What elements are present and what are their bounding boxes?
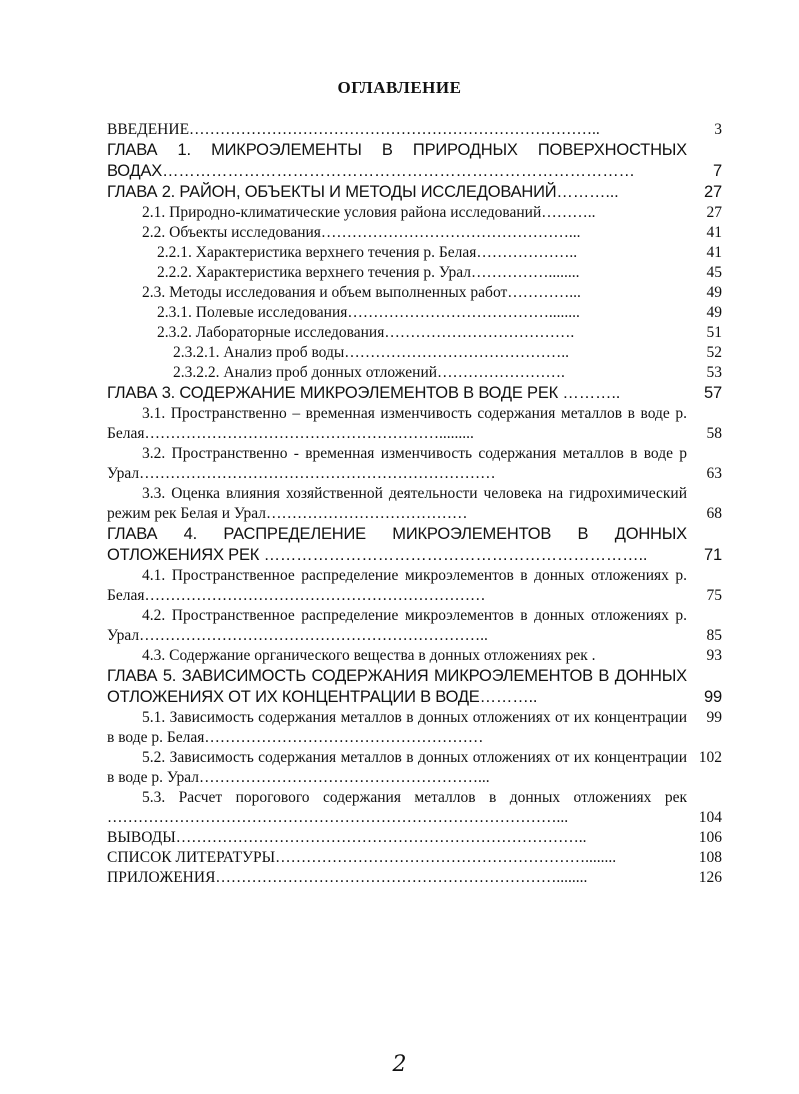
- toc-entry-2-2[interactable]: [107, 223, 722, 243]
- toc-entry-text: ГЛАВА 3. СОДЕРЖАНИЕ МИКРОЭЛЕМЕНТОВ В ВОДЕ РЕК ………..: [107, 384, 621, 402]
- toc-entry-text: 5.3. Расчет порогового содержания металлов в донных отложениях рек ……………………………………………………………………………...: [107, 789, 687, 826]
- toc-entry-text: 4.2. Пространственное распределение микроэлементов в донных отложениях р. Урал…………………………………………………………..: [107, 607, 687, 644]
- toc-entry-text: 4.1. Пространственное распределение микроэлементов в донных отложениях р. Белая…………………………………………………………: [107, 567, 687, 604]
- page-number: 2: [392, 1052, 407, 1077]
- toc-page-number: 99: [704, 688, 722, 706]
- toc-entry-chapter-2[interactable]: [107, 182, 722, 203]
- toc-entry-text: ГЛАВА 4. РАСПРЕДЕЛЕНИЕ МИКРОЭЛЕМЕНТОВ В ДОННЫХ ОТЛОЖЕНИЯХ РЕК ……………………………………………………………..: [107, 525, 687, 564]
- toc-entry-text: 2.2.1. Характеристика верхнего течения р. Белая………………..: [157, 244, 578, 261]
- toc-entry-3-3[interactable]: [107, 484, 722, 524]
- toc-entry-text: СПИСОК ЛИТЕРАТУРЫ……………………………………………………........: [107, 849, 617, 866]
- toc-entry-text: 3.2. Пространственно - временная изменчивость содержания металлов в воде р Урал……………………………………………………………: [107, 445, 687, 482]
- toc-page-number: 102: [698, 749, 722, 766]
- toc-entry-5-3[interactable]: [107, 788, 722, 828]
- toc-page-number: 45: [706, 264, 722, 281]
- toc-entry-5-1[interactable]: [107, 708, 722, 748]
- toc-entry-4-3[interactable]: [107, 646, 722, 666]
- toc-page-number: 41: [706, 224, 722, 241]
- table-of-contents: [107, 120, 722, 888]
- toc-entry-text: ВЫВОДЫ……………………………………………………………………..: [107, 829, 587, 846]
- toc-entry-text: 2.3.2.2. Анализ проб донных отложений…………………….: [173, 364, 565, 381]
- toc-page-number: 108: [698, 849, 722, 866]
- toc-entry-text: 2.3.2.1. Анализ проб воды……………………………………..: [173, 344, 570, 361]
- toc-page-number: 63: [706, 465, 722, 482]
- toc-entry-text: 3.3. Оценка влияния хозяйственной деятельности человека на гидрохимический режим рек Белая и Урал…………………………………: [107, 485, 687, 522]
- toc-entry-conclusions[interactable]: [107, 828, 722, 848]
- toc-entry-text: 2.2.2. Характеристика верхнего течения р. Урал……………........: [157, 264, 580, 281]
- toc-page-number: 71: [704, 546, 722, 564]
- toc-page-number: 49: [706, 284, 722, 301]
- toc-entry-text: 3.1. Пространственно – временная изменчивость содержания металлов в воде р. Белая………………………………………………….........: [107, 405, 687, 442]
- toc-entry-text: 2.3. Методы исследования и объем выполненных работ…………...: [142, 284, 581, 301]
- toc-entry-text: ГЛАВА 1. МИКРОЭЛЕМЕНТЫ В ПРИРОДНЫХ ПОВЕРХНОСТНЫХ ВОДАХ……………………………………………………………………………: [107, 141, 687, 180]
- toc-entry-2-3-2[interactable]: [107, 323, 722, 343]
- toc-entry-3-2[interactable]: [107, 444, 722, 484]
- toc-entry-references[interactable]: [107, 848, 722, 868]
- toc-entry-2-3-2-1[interactable]: [107, 343, 722, 363]
- toc-entry-text: 2.1. Природно-климатические условия района исследований………..: [142, 204, 596, 221]
- toc-page-number: 75: [706, 587, 722, 604]
- toc-entry-text: 4.3. Содержание органического вещества в донных отложениях рек .: [142, 647, 596, 664]
- toc-entry-appendices[interactable]: [107, 868, 722, 888]
- toc-entry-chapter-5[interactable]: [107, 666, 722, 708]
- toc-entry-2-2-1[interactable]: [107, 243, 722, 263]
- toc-page-number: 51: [706, 324, 722, 341]
- toc-page-number: 3: [714, 121, 722, 138]
- toc-page-number: 57: [704, 384, 722, 402]
- toc-entry-4-1[interactable]: [107, 566, 722, 606]
- toc-entry-2-3[interactable]: [107, 283, 722, 303]
- toc-entry-4-2[interactable]: [107, 606, 722, 646]
- toc-page-number: 126: [698, 869, 722, 886]
- toc-entry-chapter-3[interactable]: [107, 383, 722, 404]
- page-title: ОГЛАВЛЕНИЕ: [337, 78, 462, 97]
- toc-entry-chapter-4[interactable]: [107, 524, 722, 566]
- toc-page-number: 49: [706, 304, 722, 321]
- toc-entry-2-2-2[interactable]: [107, 263, 722, 283]
- toc-page-number: 52: [706, 344, 722, 361]
- toc-entry-3-1[interactable]: [107, 404, 722, 444]
- toc-page-number: 106: [698, 829, 722, 846]
- toc-page-number: 93: [706, 647, 722, 664]
- toc-entry-intro[interactable]: [107, 120, 722, 140]
- toc-entry-5-2[interactable]: [107, 748, 722, 788]
- toc-entry-text: ГЛАВА 2. РАЙОН, ОБЪЕКТЫ И МЕТОДЫ ИССЛЕДОВАНИЙ………...: [107, 183, 619, 201]
- toc-entry-2-3-1[interactable]: [107, 303, 722, 323]
- toc-entry-text: 2.3.2. Лабораторные исследования……………………………….: [157, 324, 575, 341]
- toc-entry-text: 2.2. Объекты исследования…………………………………………...: [142, 224, 581, 241]
- toc-page-number: 104: [698, 809, 722, 826]
- toc-entry-text: 2.3.1. Полевые исследования…………………………………........: [157, 304, 580, 321]
- toc-entry-chapter-1[interactable]: [107, 140, 722, 182]
- toc-entry-text: 5.1. Зависимость содержания металлов в донных отложениях от их концентрации в воде р. Белая………………………………………………: [107, 709, 687, 746]
- toc-entry-text: ПРИЛОЖЕНИЯ…………………………………………………………........: [107, 869, 588, 886]
- toc-page-number: 27: [706, 204, 722, 221]
- toc-page-number: 27: [704, 183, 722, 201]
- toc-page-number: 7: [713, 162, 722, 180]
- toc-page-number: 68: [706, 505, 722, 522]
- toc-entry-text: ВВЕДЕНИЕ……………………………………………………………………..: [107, 121, 600, 138]
- toc-page-number: 99: [706, 709, 722, 726]
- toc-page-number: 85: [706, 627, 722, 644]
- toc-entry-2-1[interactable]: [107, 203, 722, 223]
- toc-page-number: 58: [706, 425, 722, 442]
- toc-page-number: 41: [706, 244, 722, 261]
- toc-page-number: 53: [706, 364, 722, 381]
- toc-entry-text: ГЛАВА 5. ЗАВИСИМОСТЬ СОДЕРЖАНИЯ МИКРОЭЛЕМЕНТОВ В ДОННЫХ ОТЛОЖЕНИЯХ ОТ ИХ КОНЦЕНТРАЦИИ В ВОДЕ………..: [107, 667, 687, 706]
- toc-entry-2-3-2-2[interactable]: [107, 363, 722, 383]
- toc-entry-text: 5.2. Зависимость содержания металлов в донных отложениях от их концентрации в воде р. Урал………………………………………………...: [107, 749, 687, 786]
